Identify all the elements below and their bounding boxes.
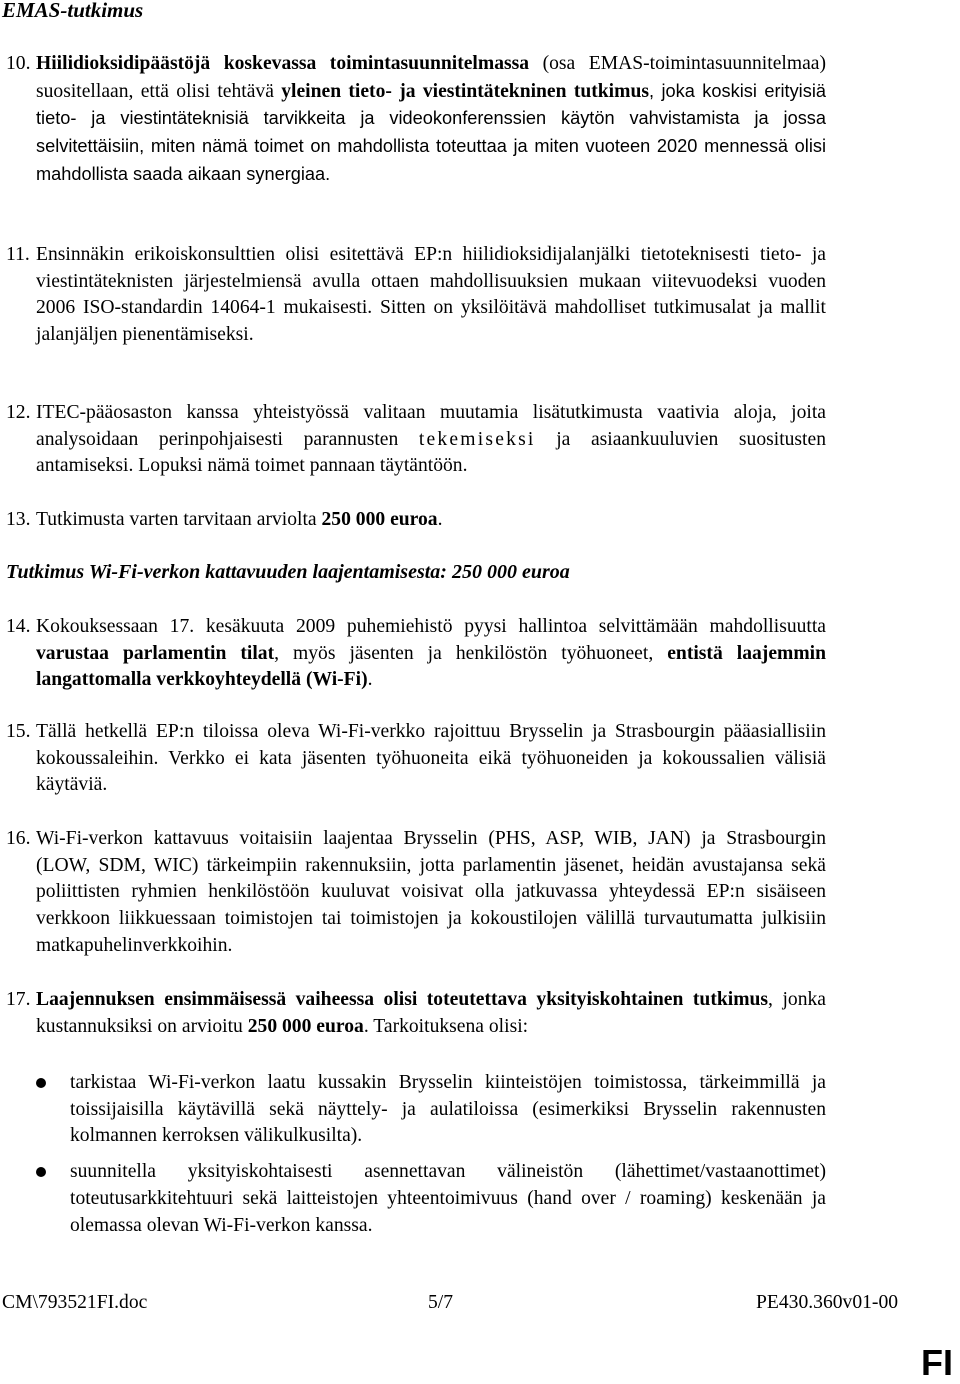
paragraph-number: 10. bbox=[6, 53, 31, 74]
text: ITEC-pääosaston kanssa yhteistyössä valitaan muutamia lisätutkimusta vaativia aloja, joita analysoidaan perinpohjaisesti parannusten bbox=[36, 402, 826, 450]
bullet-list bbox=[0, 1070, 826, 1239]
text: Kokouksessaan 17. kesäkuuta 2009 puhemiehistö pyysi hallintoa selvittämään mahdollisuutta bbox=[36, 616, 826, 637]
list-item-text: tarkistaa Wi-Fi-verkon laatu kussakin Brysselin kiinteistöjen toimistossa, tärkeimmillä ja toissijaisilla käytävillä sekä näyttely- ja aulatiloissa (esimerkiksi Brysselin rakennusten kolmannen kerroksen välikulkusilta). bbox=[70, 1072, 826, 1147]
bold-text: varustaa parlamentin tilat bbox=[36, 642, 275, 664]
paragraph-number: 16. bbox=[6, 828, 31, 849]
text: Wi-Fi-verkon kattavuus voitaisiin laajentaa Brysselin (PHS, ASP, WIB, JAN) ja Strasbourgin (LOW, SDM, WIC) tärkeimpiin rakennuksiin, jotta parlamentin jäsenet, heidän avustajansa sekä poliittisten ryhmien henkilöstöön kuuluvat voisivat olla jatkuvassa yhteydessä EP:n sisäiseen verkkoon liikkuessaan toimistojen tai toimistojen ja kokoustilojen välillä turvautumatta julkisiin matkapuhelinverkkoihin. bbox=[36, 828, 826, 956]
bold-text: 250 000 euroa bbox=[247, 1015, 364, 1037]
bullet-icon bbox=[36, 1167, 46, 1177]
text: . Tarkoituksena olisi: bbox=[363, 1015, 529, 1037]
footer-pe-number: PE430.360v01-00 bbox=[756, 1292, 899, 1313]
bold-text: yleinen tieto- ja viestintätekninen tutkimus bbox=[281, 80, 649, 102]
list-item bbox=[70, 1070, 826, 1150]
text: . bbox=[367, 669, 373, 691]
text: (osa EMAS-toimintasuunnitelmaa) suositellaan, että olisi tehtävä bbox=[36, 53, 826, 102]
text: Sitten on yksilöitävä mahdolliset tutkimusalat ja mallit jalanjäljen pienentämiseksi. bbox=[36, 297, 826, 346]
paragraph-17 bbox=[0, 987, 826, 1040]
paragraph-14 bbox=[0, 614, 826, 694]
text: Tällä hetkellä EP:n tiloissa oleva Wi-Fi-verkko rajoittuu Brysselin ja Strasbourgin pääasiallisiin kokoussaleihin. Verkko ei kata jäsenten työhuoneita eikä työhuoneiden ja kokoussalien välisiä käytäviä. bbox=[36, 721, 826, 796]
paragraph-number: 13. bbox=[6, 509, 31, 530]
text: Ensinnäkin erikoiskonsulttien olisi esitettävä EP:n hiilidioksidijalanjälki tietoteknisesti tieto- ja viestintäteknisten järjestelmiensä avulla ottaen mahdollisuuksien mukaan viitevuodeksi vuoden 2006 ISO-standardin 14064-1 mukaisesti. bbox=[36, 244, 826, 319]
paragraph-11 bbox=[0, 242, 826, 349]
page-header: EMAS-tutkimus bbox=[2, 0, 144, 22]
footer-page-number: 5/7 bbox=[428, 1292, 454, 1313]
text: ja asiaankuuluvien suositusten antamiseksi. Lopuksi nämä toimet pannaan täytäntöön. bbox=[36, 428, 826, 477]
language-code: FI bbox=[921, 1342, 953, 1383]
bold-text: 250 000 euroa bbox=[321, 509, 438, 530]
bold-text: entistä laajemmin langattomalla verkkoyhteydellä (Wi-Fi) bbox=[36, 642, 826, 691]
paragraph-number: 17. bbox=[6, 989, 31, 1010]
list-item-text: suunnitella yksityiskohtaisesti asennettavan välineistön (lähettimet/vastaanottimet) toteutusarkkitehtuuri sekä laitteistojen yhteentoimivuus (hand over / roaming) keskenään ja olemassa olevan Wi-Fi-verkon kanssa. bbox=[70, 1161, 826, 1236]
text: , joka koskisi erityisiä tieto- ja viestintäteknisiä tarvikkeita ja videokonferenssien käytön vahvistamista ja jossa selvitettäisiin, miten nämä toimet on mahdollista toteuttaa ja miten vuoteen 2020 mennessä olisi mahdollista saada aikaan synergiaa. bbox=[36, 80, 826, 184]
text: . bbox=[437, 509, 443, 530]
paragraph-13 bbox=[0, 507, 826, 534]
footer-document-ref: CM\793521FI.doc bbox=[2, 1292, 148, 1313]
bold-text: Hiilidioksidipäästöjä koskevassa toimintasuunnitelmassa bbox=[36, 53, 530, 74]
text: , jonka kustannuksiksi on arvioitu bbox=[36, 989, 826, 1037]
paragraph-number: 15. bbox=[6, 721, 31, 742]
spaced-text: tekemiseksi bbox=[418, 428, 536, 450]
text: , myös jäsenten ja henkilöstön työhuoneet, bbox=[274, 642, 668, 664]
paragraph-16 bbox=[0, 826, 826, 960]
text: Tutkimusta varten tarvitaan arviolta bbox=[36, 509, 322, 530]
section-heading: Tutkimus Wi-Fi-verkon kattavuuden laajentamisesta: 250 000 euroa bbox=[6, 561, 570, 583]
bullet-icon bbox=[36, 1078, 46, 1088]
list-item bbox=[70, 1159, 826, 1239]
bold-text: Laajennuksen ensimmäisessä vaiheessa olisi toteutettava yksityiskohtainen tutkimus bbox=[36, 989, 769, 1010]
paragraph-10 bbox=[0, 51, 826, 189]
paragraph-12 bbox=[0, 400, 826, 480]
paragraph-15 bbox=[0, 719, 826, 799]
paragraph-number: 11. bbox=[6, 244, 30, 265]
paragraph-number: 14. bbox=[6, 616, 31, 637]
paragraph-number: 12. bbox=[6, 402, 31, 423]
